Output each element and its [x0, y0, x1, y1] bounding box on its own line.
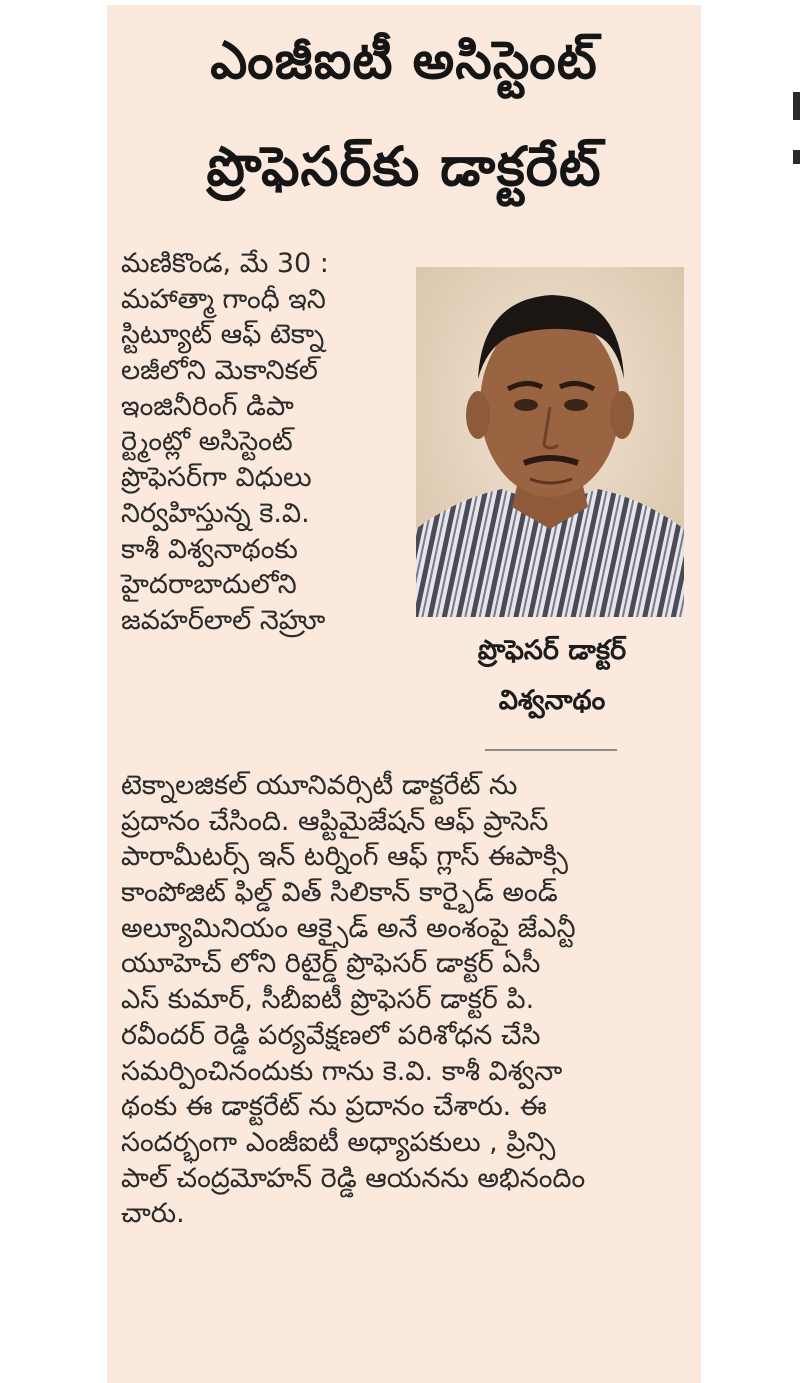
body-line: హైదరాబాదులోని [121, 569, 297, 601]
body-line: పాల్ చంద్రమోహన్ రెడ్డి ఆయనను అభినందిం [121, 1162, 586, 1194]
body-line: మహాత్మా గాంధీ ఇని [121, 283, 326, 315]
body-line: స్టిట్యూట్ ఆఫ్ టెక్నా [121, 319, 325, 351]
portrait-illustration [416, 267, 684, 617]
body-line: నిర్వహిస్తున్న కె.వి. [121, 497, 310, 529]
body-line: టెక్నాలజికల్ యూనివర్సిటీ డాక్టరేట్ ను [121, 770, 518, 801]
body-line: ర్ట్మెంట్లో అసిస్టెంట్ [121, 426, 293, 458]
article-body-full-column [121, 768, 687, 1232]
headline-line-2: ప్రొఫెసర్‌కు డాక్టరేట్ [206, 135, 602, 198]
body-line: ఎస్ కుమార్, సీబీఐటీ ప్రొఫెసర్ డాక్టర్ పి. [121, 984, 535, 1016]
body-line: పారామీటర్స్ ఇన్ టర్నింగ్ ఆఫ్ గ్లాస్ ఈపాక్సి [121, 841, 568, 873]
body-line: ప్రొఫెసర్‌గా విధులు [121, 462, 312, 494]
body-line: రవీందర్ రెడ్డి పర్యవేక్షణలో పరిశోధన చేసి [121, 1019, 541, 1051]
body-line: ప్రదానం చేసింది. ఆప్టిమైజేషన్ ఆఫ్ ప్రాసెస్ [121, 805, 549, 837]
headline-line-1: ఎంజీఐటీ అసిస్టెంట్ [210, 31, 598, 91]
body-line: ఇంజినీరింగ్ డిపా [121, 390, 294, 422]
body-line: సందర్భంగా ఎంజీఐటీ అధ్యాపకులు , ప్రిన్సి [121, 1126, 556, 1158]
body-line: యూహెచ్ లోని రిటైర్డ్ ప్రొఫెసర్ డాక్టర్ ఏసీ [121, 948, 541, 980]
body-line: అల్యూమినియం ఆక్సైడ్ అనే అంశంపై జేఎన్టీ [121, 912, 576, 944]
article-body-narrow-column [121, 246, 399, 639]
portrait-photo [416, 267, 684, 617]
body-line: కాంపోజిట్ ఫిల్డ్ విత్ సిలికాన్ కార్బైడ్ అండ్ [121, 877, 558, 909]
body-line: జవహర్‌లాల్ నెహ్రూ [121, 604, 326, 636]
photo-caption-line-1: ప్రొఫెసర్ డాక్టర్ [477, 635, 627, 666]
body-line: కాశీ విశ్వనాథంకు [121, 533, 298, 565]
body-line: మణికొండ, మే 30 : [121, 248, 329, 279]
adjacent-article-edge [793, 92, 800, 120]
body-line: థంకు ఈ డాక్టరేట్ ను ప్రదానం చేశారు. ఈ [121, 1091, 547, 1123]
photo-caption-line-2: విశ్వనాథం [498, 685, 606, 716]
body-line-last: చారు. [121, 1198, 185, 1230]
body-line: లజీలోని మెకానికల్ [121, 355, 318, 387]
caption-divider [485, 749, 617, 751]
newspaper-clipping [107, 5, 701, 1383]
body-line: సమర్పించినందుకు గాను కె.వి. కాశీ విశ్వనా [121, 1055, 563, 1087]
adjacent-article-edge [793, 150, 800, 164]
